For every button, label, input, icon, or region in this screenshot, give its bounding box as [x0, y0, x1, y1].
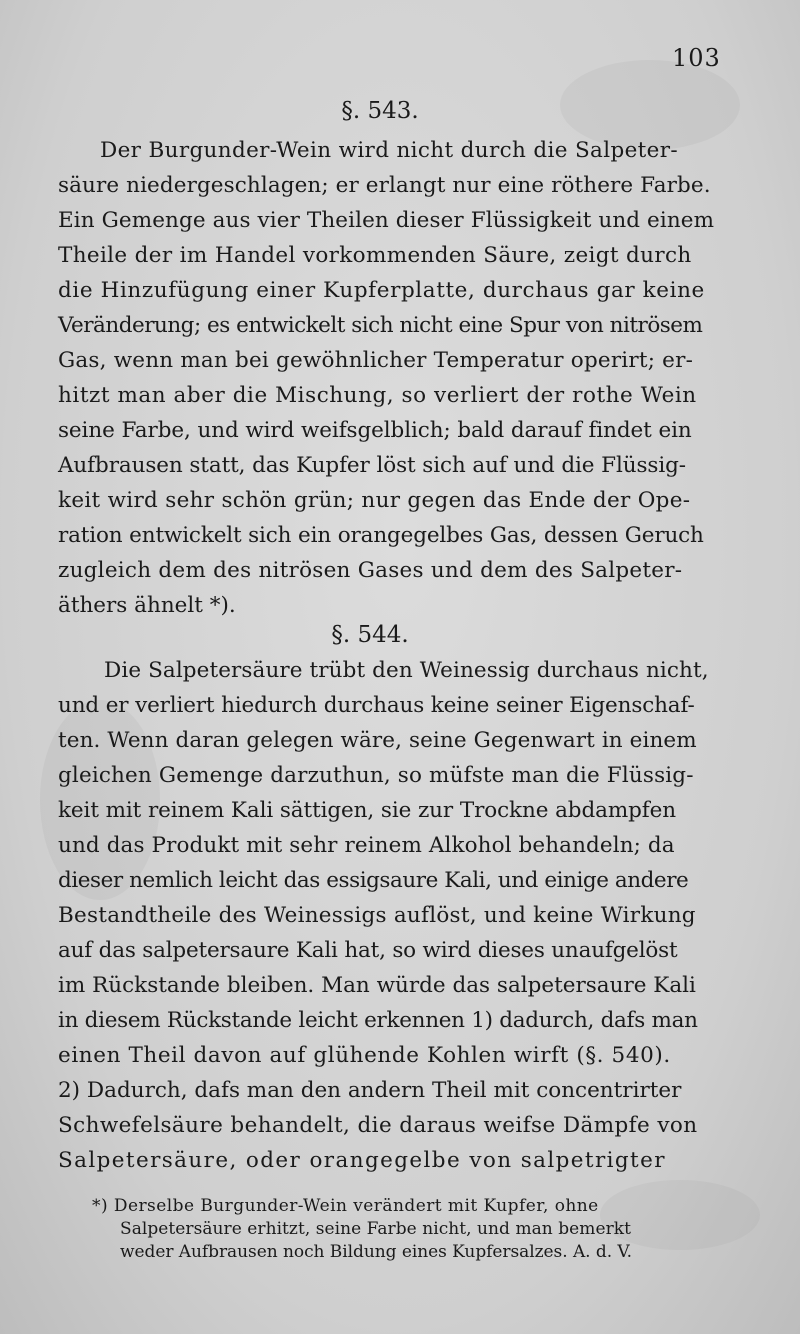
text-line: keit wird sehr schön grün; nur gegen das Ende der Ope- — [58, 488, 691, 513]
footnote-line: *) Derselbe Burgunder-Wein verändert mit Kupfer, ohne — [92, 1196, 599, 1216]
text-line: dieser nemlich leicht das essigsaure Kali, und einige andere — [58, 868, 689, 893]
text-line: Aufbrausen statt, das Kupfer löst sich auf und die Flüssig- — [58, 453, 686, 478]
text-line: ration entwickelt sich ein orangegelbes Gas, dessen Geruch — [58, 523, 704, 548]
text-line: im Rückstande bleiben. Man würde das salpetersaure Kali — [58, 973, 696, 998]
text-line: die Hinzufügung einer Kupferplatte, durchaus gar keine — [58, 278, 705, 303]
text-line: Die Salpetersäure trübt den Weinessig durchaus nicht, — [104, 658, 709, 683]
text-line: Schwefelsäure behandelt, die daraus weifse Dämpfe von — [58, 1113, 698, 1138]
text-line: Veränderung; es entwickelt sich nicht eine Spur von nitrösem — [58, 313, 703, 338]
paper-stain — [600, 1180, 760, 1250]
text-line: Bestandtheile des Weinessigs auflöst, und keine Wirkung — [58, 903, 696, 928]
text-line: Theile der im Handel vorkommenden Säure, zeigt durch — [58, 243, 692, 268]
text-line: Salpetersäure, oder orangegelbe von salpetrigter — [58, 1148, 666, 1173]
text-line: einen Theil davon auf glühende Kohlen wirft (§. 540). — [58, 1043, 671, 1068]
text-line: 2) Dadurch, dafs man den andern Theil mit concentrirter — [58, 1078, 682, 1103]
text-line: Der Burgunder-Wein wird nicht durch die Salpeter- — [100, 138, 678, 163]
section-heading-544: §. 544. — [331, 622, 409, 648]
text-line: äthers ähnelt *). — [58, 593, 236, 618]
text-line: Ein Gemenge aus vier Theilen dieser Flüssigkeit und einem — [58, 208, 715, 233]
text-line: in diesem Rückstande leicht erkennen 1) dadurch, dafs man — [58, 1008, 698, 1033]
text-line: und das Produkt mit sehr reinem Alkohol behandeln; da — [58, 833, 675, 858]
footnote-line: Salpetersäure erhitzt, seine Farbe nicht, und man bemerkt — [120, 1219, 631, 1239]
section-heading-543: §. 543. — [341, 98, 419, 124]
text-line: säure niedergeschlagen; er erlangt nur eine röthere Farbe. — [58, 173, 711, 198]
paper-stain — [560, 60, 740, 150]
text-line: ten. Wenn daran gelegen wäre, seine Gegenwart in einem — [58, 728, 697, 753]
text-line: Gas, wenn man bei gewöhnlicher Temperatur operirt; er- — [58, 348, 694, 373]
text-line: auf das salpetersaure Kali hat, so wird dieses unaufgelöst — [58, 938, 678, 963]
text-line: zugleich dem des nitrösen Gases und dem des Salpeter- — [58, 558, 683, 583]
text-line: hitzt man aber die Mischung, so verliert der rothe Wein — [58, 383, 697, 408]
text-line: seine Farbe, und wird weifsgelblich; bald darauf findet ein — [58, 418, 692, 443]
footnote-line: weder Aufbrausen noch Bildung eines Kupfersalzes. A. d. V. — [120, 1242, 633, 1262]
page-number: 103 — [672, 44, 721, 72]
text-line: gleichen Gemenge darzuthun, so müfste man die Flüssig- — [58, 763, 694, 788]
text-line: und er verliert hiedurch durchaus keine seiner Eigenschaf- — [58, 693, 695, 718]
text-line: keit mit reinem Kali sättigen, sie zur Trockne abdampfen — [58, 798, 677, 823]
